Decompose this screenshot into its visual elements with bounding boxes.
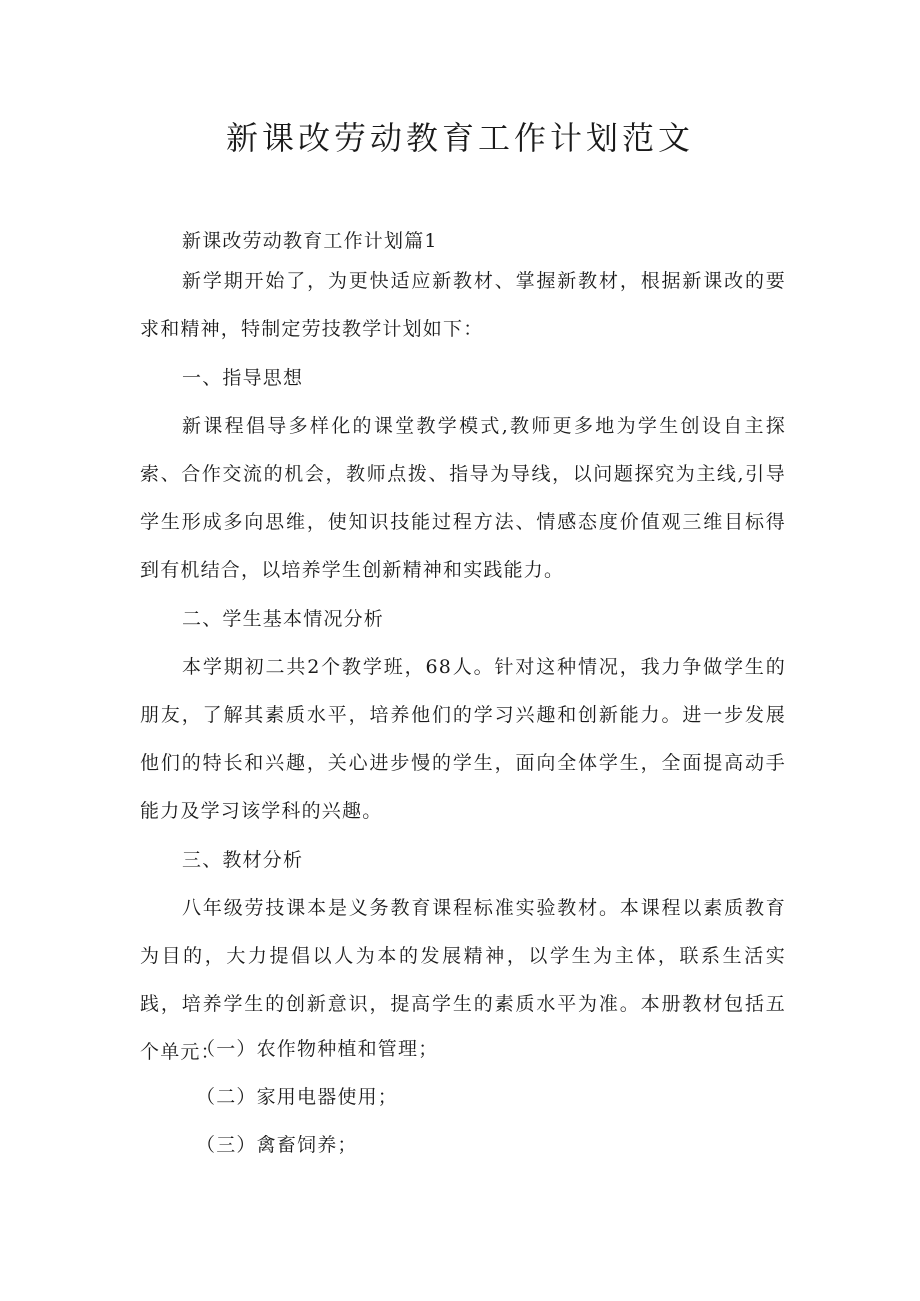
unit-list-item: （二）家用电器使用； [196, 1086, 399, 1108]
section-body-student-analysis: 本学期初二共2个教学班，68人。针对这种情况，我力争做学生的朋友，了解其素质水平，培养他们的学习兴趣和创新能力。进一步发展他们的特长和兴趣，关心进步慢的学生，面向全体学生，全面提高动手能力及学习该学科的兴趣。 [140, 656, 786, 822]
document-subtitle: 新课改劳动教育工作计划篇1 [182, 230, 438, 252]
section-heading-guiding-thought: 一、指导思想 [182, 367, 304, 389]
document-title: 新课改劳动教育工作计划范文 [225, 119, 694, 157]
unit-list-item: （一）农作物种植和管理； [196, 1038, 439, 1060]
section-body-textbook-analysis: 八年级劳技课本是义务教育课程标准实验教材。本课程以素质教育为目的，大力提倡以人为本的发展精神，以学生为主体，联系生活实践，培养学生的创新意识，提高学生的素质水平为准。本册教材包括五个单元： [140, 897, 786, 1063]
section-heading-textbook-analysis: 三、教材分析 [182, 849, 304, 871]
intro-paragraph: 新学期开始了，为更快适应新教材、掌握新教材，根据新课改的要求和精神，特制定劳技教学计划如下： [140, 270, 786, 340]
unit-list-item: （三）禽畜饲养； [196, 1134, 358, 1156]
section-heading-student-analysis: 二、学生基本情况分析 [182, 608, 385, 630]
section-body-guiding-thought: 新课程倡导多样化的课堂教学模式,教师更多地为学生创设自主探索、合作交流的机会，教师点拨、指导为导线，以问题探究为主线,引导学生形成多向思维，使知识技能过程方法、情感态度价值观三维目标得到有机结合，以培养学生创新精神和实践能力。 [140, 415, 786, 581]
